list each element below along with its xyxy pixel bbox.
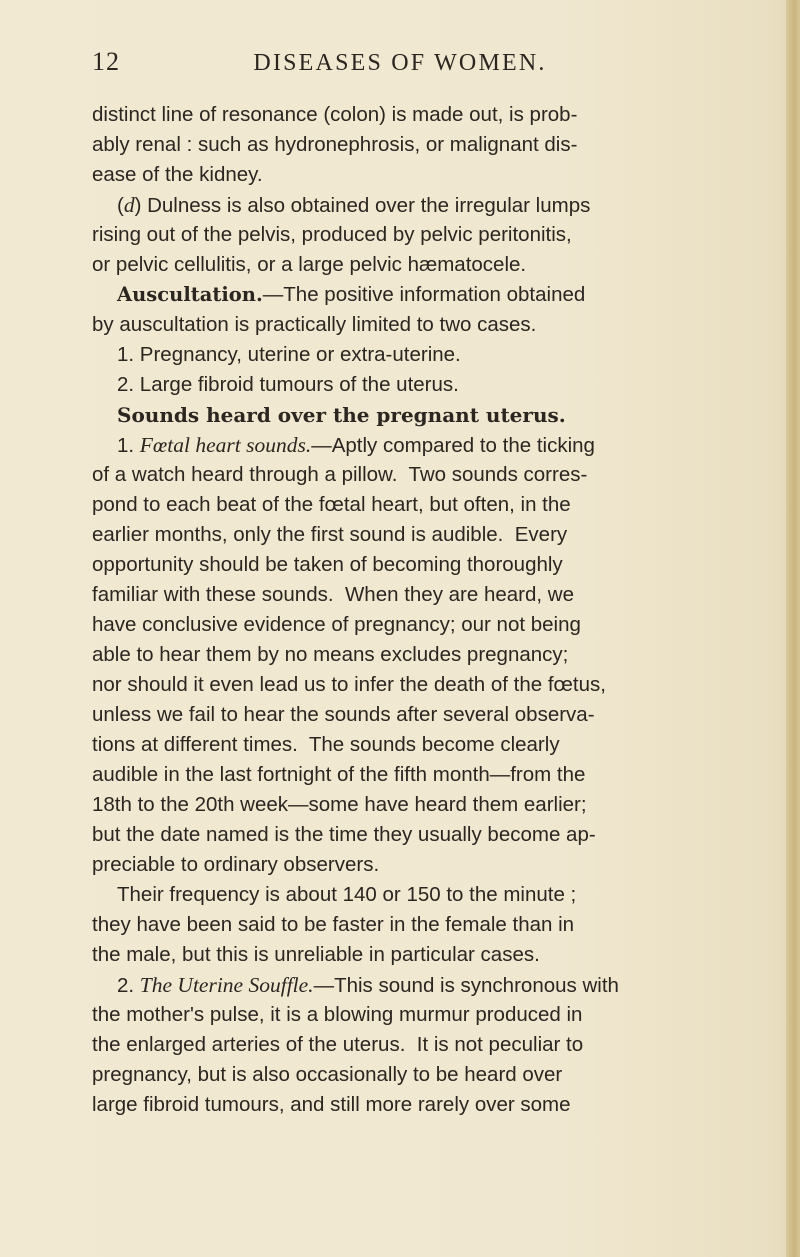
- page-number: 12: [92, 47, 120, 76]
- text-run: 2.: [117, 974, 140, 997]
- text-line: 18th to the 20th week—some have heard them earlier;: [92, 793, 587, 816]
- text-line: [117, 190, 800, 221]
- section-heading-auscultation: Auscultation.: [117, 283, 263, 306]
- text-line: of a watch heard through a pillow. Two sounds corres-: [92, 463, 588, 486]
- text-line: they have been said to be faster in the female than in: [92, 913, 575, 936]
- text-line: rising out of the pelvis, produced by pelvic peritonitis,: [92, 223, 572, 246]
- text-line: 1. Pregnancy, uterine or extra-uterine.: [117, 343, 461, 366]
- text-line: unless we fail to hear the sounds after several observa-: [92, 703, 595, 726]
- text-line: nor should it even lead us to infer the death of the fœtus,: [92, 673, 606, 696]
- page-header: [0, 0, 800, 90]
- text-line: able to hear them by no means excludes pregnancy;: [92, 643, 569, 666]
- italic-run: Fœtal heart sounds.: [139, 433, 312, 457]
- text-run: 1.: [117, 434, 140, 457]
- text-line: opportunity should be taken of becoming thoroughly: [92, 553, 563, 576]
- text-run: ) Dulness is also obtained over the irregular lumps: [134, 194, 591, 217]
- running-head: DISEASES OF WOMEN.: [253, 50, 547, 76]
- text-line: or pelvic cellulitis, or a large pelvic hæmatocele.: [92, 253, 527, 276]
- text-line: the male, but this is unreliable in particular cases.: [92, 943, 540, 966]
- text-run: (: [117, 194, 124, 217]
- text-line: ease of the kidney.: [92, 163, 263, 186]
- text-line: pregnancy, but is also occasionally to be heard over: [92, 1063, 563, 1086]
- text-line: audible in the last fortnight of the fifth month—from the: [92, 763, 586, 786]
- italic-run: The Uterine Souffle.: [139, 973, 314, 997]
- text-line: large fibroid tumours, and still more rarely over some: [92, 1093, 571, 1116]
- section-heading-sounds: Sounds heard over the pregnant uterus.: [117, 403, 566, 427]
- text-line: but the date named is the time they usually become ap-: [92, 823, 596, 846]
- text-line: the enlarged arteries of the uterus. It is not peculiar to: [92, 1033, 584, 1056]
- text-line: preciable to ordinary observers.: [92, 853, 380, 876]
- text-line: distinct line of resonance (colon) is made out, is prob-: [92, 103, 578, 126]
- text-line: have conclusive evidence of pregnancy; our not being: [92, 613, 581, 636]
- text-line: 2. Large fibroid tumours of the uterus.: [117, 373, 459, 396]
- text-line: [117, 970, 800, 1001]
- italic-run: d: [123, 193, 135, 217]
- text-line: familiar with these sounds. When they are heard, we: [92, 583, 574, 606]
- text-run: —Aptly compared to the ticking: [311, 434, 595, 457]
- text-line: ably renal : such as hydronephrosis, or malignant dis-: [92, 133, 578, 156]
- text-line: earlier months, only the first sound is audible. Every: [92, 523, 568, 546]
- text-line: Their frequency is about 140 or 150 to the minute ;: [117, 883, 577, 906]
- text-run: —This sound is synchronous with: [313, 974, 619, 997]
- text-run: —The positive information obtained: [262, 283, 586, 306]
- text-line: the mother's pulse, it is a blowing murmur produced in: [92, 1003, 583, 1026]
- text-line: pond to each beat of the fœtal heart, but often, in the: [92, 493, 571, 516]
- text-line: tions at different times. The sounds become clearly: [92, 733, 560, 756]
- text-line: [117, 430, 800, 461]
- text-line: by auscultation is practically limited to two cases.: [92, 313, 537, 336]
- text-line: [117, 280, 800, 310]
